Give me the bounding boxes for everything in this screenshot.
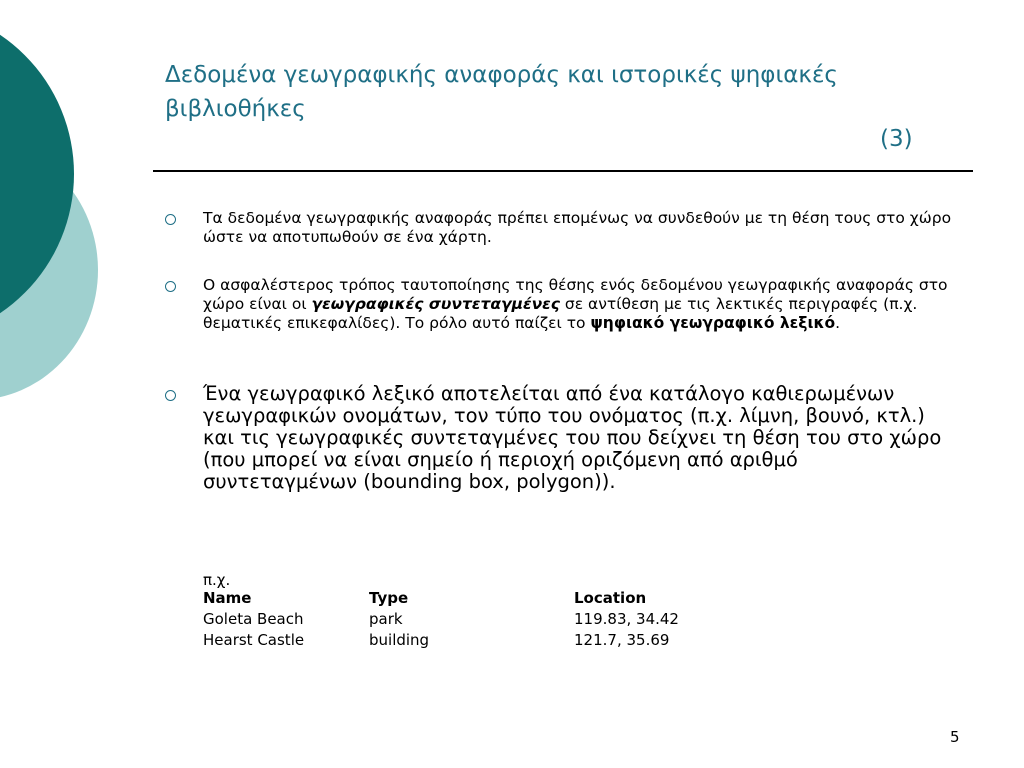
example-label: π.χ. [203, 571, 231, 589]
column-header-type: Type [369, 589, 409, 607]
bullet-item [165, 276, 965, 333]
column-header-name: Name [203, 589, 252, 607]
table-row [203, 610, 734, 631]
bullet-text [203, 276, 953, 333]
column-header-location: Location [574, 589, 647, 607]
slide-title-number: (3) [880, 126, 913, 152]
bullet-text-part: σε αντίθεση με τις λεκτικές περιγραφές (π.χ. θεματικές επικεφαλίδες). Το ρόλο αυτό παίζει το [203, 295, 918, 332]
bullet-text: Τα δεδομένα γεωγραφικής αναφοράς πρέπει επομένως να συνδεθούν με τη θέση τους στο χώρο ώστε να αποτυπωθούν σε ένα χάρτη. [203, 209, 952, 246]
table-cell: 119.83, 34.42 [574, 610, 679, 628]
table-cell: Hearst Castle [203, 631, 305, 649]
table-cell: 121.7, 35.69 [574, 631, 670, 649]
bullet-circle-icon [165, 390, 176, 401]
bullet-text-part: . [835, 314, 841, 332]
title-divider [153, 170, 973, 172]
table-row [203, 631, 734, 652]
bullet-circle-icon [165, 281, 176, 292]
emphasis-digital-gazetteer: ψηφιακό γεωγραφικό λεξικό [590, 314, 836, 332]
table-cell: park [369, 610, 403, 628]
emphasis-geographic-coordinates: γεωγραφικές συντεταγμένες [311, 295, 560, 313]
page-number: 5 [950, 728, 960, 746]
bullet-item [165, 209, 965, 247]
bullet-text-part: Ο ασφαλέστερος τρόπος ταυτοποίησης της θέσης ενός δεδομένου γεωγραφικής αναφοράς στο χώρο είναι οι [203, 276, 948, 313]
table-cell: Goleta Beach [203, 610, 304, 628]
gazetteer-example-table [203, 589, 734, 652]
table-cell: building [369, 631, 430, 649]
bullet-circle-icon [165, 214, 176, 225]
slide-title: Δεδομένα γεωγραφικής αναφοράς και ιστορικές ψηφιακές βιβλιοθήκες [165, 62, 838, 122]
bullet-text: Ένα γεωγραφικό λεξικό αποτελείται από ένα κατάλογο καθιερωμένων γεωγραφικών ονομάτων, τον τύπο του ονόματος (π.χ. λίμνη, βουνό, κτλ.) και τις γεωγραφικές συντεταγμένες του που δείχνει τη θέση του στο χώρο (που μπορεί να είναι σημείο ή περιοχή οριζόμενη από αριθμό συντεταγμένων (bounding box, polygon)). [203, 382, 942, 493]
bullet-item [165, 383, 965, 493]
table-header-row [203, 589, 734, 610]
